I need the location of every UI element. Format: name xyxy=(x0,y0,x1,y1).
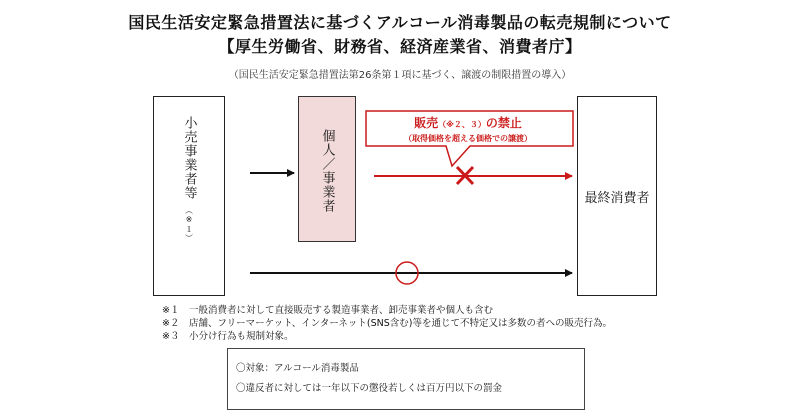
info-target: 〇対象：アルコール消毒製品 xyxy=(236,363,359,374)
retailer-label: 小売事業者等（※１） xyxy=(181,116,197,243)
retailer-note: （※１） xyxy=(184,206,194,243)
info-penalty: 〇違反者に対しては一年以下の懲役若しくは百万円以下の罰金 xyxy=(236,383,503,394)
callout-suffix: の禁止 xyxy=(485,116,522,130)
footnotes xyxy=(162,304,612,343)
info-box xyxy=(227,348,585,410)
callout-text xyxy=(368,114,568,144)
consumer-label: 最終消費者 xyxy=(584,190,650,206)
individual-label: 個人／事業者 xyxy=(319,129,335,213)
title-line-1: 国民生活安定緊急措置法に基づくアルコール消毒製品の転売規制について xyxy=(128,13,672,32)
callout-note: （※２、３） xyxy=(438,120,486,129)
footnote-3: ※３ 小分け行為も規制対象。 xyxy=(162,331,294,342)
callout-sub: （取得価格を超える価格での譲渡） xyxy=(404,134,532,143)
title-line-2: 【厚生労働省、財務省、経済産業省、消費者庁】 xyxy=(218,37,582,56)
footnote-2: ※２ 店舗、フリーマーケット、インターネット(SNS含む)等を通じて不特定又は多数の者への販売行為。 xyxy=(162,318,612,329)
subtitle: （国民生活安定緊急措置法第26条第１項に基づく、譲渡の制限措置の導入） xyxy=(228,70,572,81)
footnote-1: ※１ 一般消費者に対して直接販売する製造事業者、卸売事業者や個人も含む xyxy=(162,305,493,316)
callout-main: 販売 xyxy=(414,116,439,130)
